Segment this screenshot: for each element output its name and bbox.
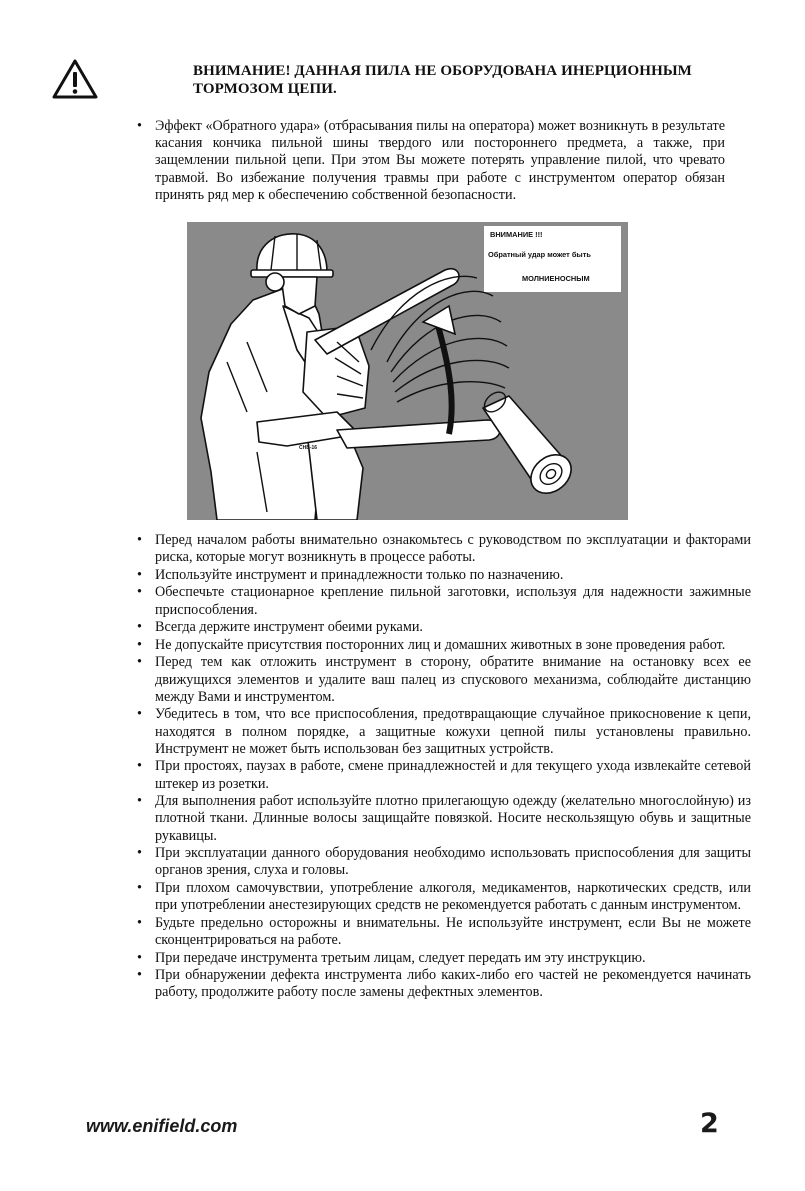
list-item: • Перед тем как отложить инструмент в сторону, обратите внимание на остановку всех ее движущихся элементов и удалите ваш палец из спускового механизма, соблюдайте дистанцию между Вами и инструментом. <box>137 654 751 706</box>
callout-emphasis: МОЛНИЕНОСНЫМ <box>522 274 590 283</box>
list-item: • Для выполнения работ используйте плотно прилегающую одежду (желательно многослойную) из плотной ткани. Длинные волосы защищайте повязкой. Носите нескользящую обувь и защитные рукавицы. <box>137 793 751 845</box>
saw-model-label: CHB-16 <box>299 445 318 451</box>
list-item: • При обнаружении дефекта инструмента либо каких-либо его частей не рекомендуется начинать работу, продолжите работу после замены дефектных элементов. <box>137 967 751 1001</box>
list-item: • При передаче инструмента третьим лицам, следует передать им эту инструкцию. <box>137 950 751 967</box>
intro-list <box>137 118 725 204</box>
list-item: • При простоях, паузах в работе, смене принадлежностей и для текущего ухода извлекайте сетевой штекер из розетки. <box>137 758 751 792</box>
list-item: • При плохом самочувствии, употребление алкоголя, медикаментов, наркотических средств, или при употреблении анестезирующих средств не рекомендуется работать с данным инструментом. <box>137 880 751 914</box>
callout-text: Обратный удар может быть <box>488 250 591 259</box>
warning-heading-line2: ТОРМОЗОМ ЦЕПИ. <box>193 81 337 97</box>
callout-title: ВНИМАНИЕ !!! <box>490 230 543 239</box>
kickback-callout <box>484 226 621 292</box>
warning-heading-line1: ВНИМАНИЕ! ДАННАЯ ПИЛА НЕ ОБОРУДОВАНА ИНЕРЦИОННЫМ <box>193 63 692 79</box>
footer-website-link[interactable]: www.enifield.com <box>86 1116 238 1136</box>
safety-rules-list <box>137 532 751 1002</box>
list-item: • Используйте инструмент и принадлежности только по назначению. <box>137 567 751 584</box>
list-item: • Перед началом работы внимательно ознакомьтесь с руководством по эксплуатации и факторами риска, которые могут возникнуть в процессе работы. <box>137 532 751 566</box>
list-item: • Не допускайте присутствия посторонних лиц и домашних животных в зоне проведения работ. <box>137 637 751 654</box>
kickback-illustration <box>187 222 628 520</box>
warning-heading <box>193 62 753 98</box>
page-number: 2 <box>700 1108 719 1139</box>
list-item: • При эксплуатации данного оборудования необходимо использовать приспособления для защиты органов зрения, слуха и головы. <box>137 845 751 879</box>
list-item: • Всегда держите инструмент обеими руками. <box>137 619 751 636</box>
intro-bullet: • Эффект «Обратного удара» (отбрасывания пилы на оператора) может возникнуть в результате касания кончика пильной шины твердого или постороннего предмета, а также, при защемлении пильной цепи. При этом Вы можете потерять управление пилой, что чревато травмой. Во избежание получения травмы при работе с инструментом оператор обязан принять ряд мер к обеспечению собственной безопасности. <box>137 118 725 204</box>
warning-triangle-icon <box>52 58 98 100</box>
list-item: • Убедитесь в том, что все приспособления, предотвращающие случайное прикосновение к цепи, находятся в полном порядке, а защитные кожухи цепной пилы установлены правильно. Инструмент не может быть использован без защитных устройств. <box>137 706 751 758</box>
list-item: • Будьте предельно осторожны и внимательны. Не используйте инструмент, если Вы не можете сконцентрироваться на работе. <box>137 915 751 949</box>
list-item: • Обеспечьте стационарное крепление пильной заготовки, используя для надежности зажимные приспособления. <box>137 584 751 618</box>
